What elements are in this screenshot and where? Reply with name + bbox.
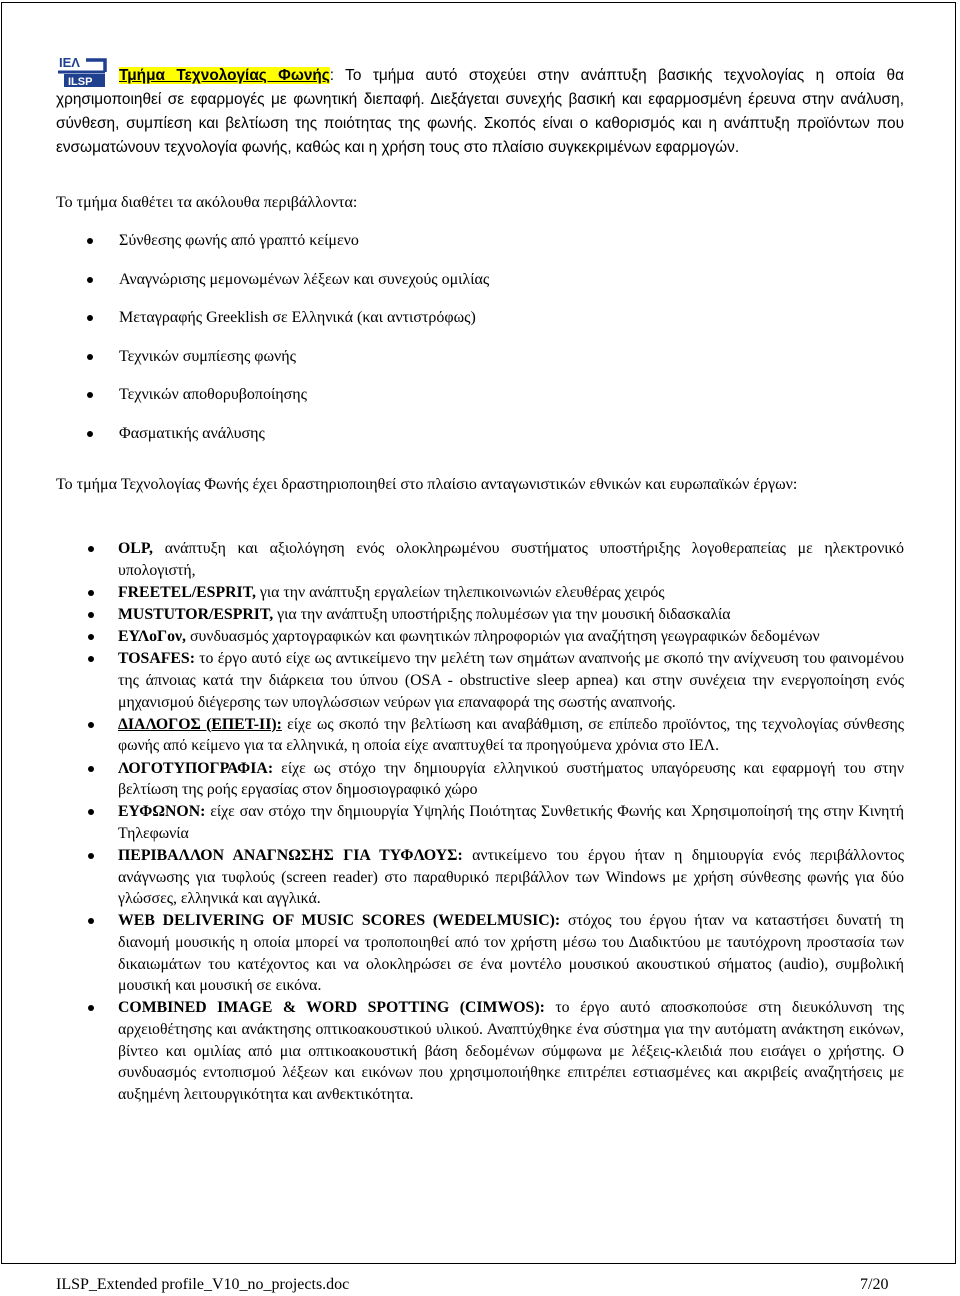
project-description: για την ανάπτυξη υποστήριξης πολυμέσων για την μουσική διδασκαλία [273,605,731,623]
list-item: Φασματικής ανάλυσης [56,423,904,462]
list-item [56,845,904,910]
list-item [56,538,904,581]
project-description: είχε σαν στόχο την δημιουργία Υψηλής Ποιότητας Συνθετικής Φωνής και Χρησιμοποίησή της στην Κινητή Τηλεφωνία [118,803,904,842]
project-name: ΠΕΡΙΒΑΛΛΟΝ ΑΝΑΓΝΩΣΗΣ ΓΙΑ ΤΥΦΛΟΥΣ: [118,847,463,865]
section-title: Τμήμα Τεχνολογίας Φωνής [119,67,330,84]
project-description: ανάπτυξη και αξιολόγηση ενός ολοκληρωμένου συστήματος υποστήριξης λογοθεραπείας με ηλεκτρονικό υπολογιστή, [118,540,904,579]
logo-text-top: ΙΕΛ [59,55,80,70]
list-item [56,714,904,757]
projects-list [56,538,904,1106]
list-item: Αναγνώρισης μεμονωμένων λέξεων και συνεχούς ομιλίας [56,269,904,308]
list-item [56,758,904,801]
project-description: είχε ως στόχο την δημιουργία ελληνικού συστήματος υπαγόρευσης και εφαρμογή του στην βελτίωση της ροής εργασίας στον δημοσιογραφικό χώρο [118,759,904,799]
intro-text: : Το τμήμα αυτό στοχεύει στην ανάπτυξη βασικής τεχνολογίας η οποία θα χρησιμοποιηθεί σε εφαρμογές με φωνητική διεπαφή. Διεξάγεται συνεχής βασική και εφαρμοσμένη έρευνα στην ανάλυση, σύνθεση, συμπίεση και βελτίωση της ποιότητας της φωνής. Σκοπός είναι ο καθορισμός και η ανάπτυξη προϊόντων που ενσωματώνουν τεχνολογία φωνής, καθώς και η χρήση τους στο πλαίσιο συγκεκριμένων εφαρμογών. [56,67,904,156]
project-description: το έργο αυτό είχε ως αντικείμενο την μελέτη των σημάτων αναπνοής με σκοπό την ανίχνευση του φαινομένου της άπνοιας κατά την διάρκεια του ύπνου (OSA - obstructive sleep apnea) και στην συνέχεια την ενεργοποίηση ενός μηχανισμού διέγερσης των υπογλώσσιων νεύρων για επαναφορά της σωστής αναπνοής. [118,650,904,711]
project-description: το έργο αυτό αποσκοπούσε στη διευκόλυνση της αρχειοθέτησης και ανάκτησης οπτικοακουστικού υλικού. Αναπτύχθηκε ένα σύστημα για την αυτόματη ανάκτηση εικόνων, βίντεο και ομιλίας από μια οπτικοακουστική βάση δεδομένων σύμφωνα με λέξεις-κλειδιά που εισάγει ο χρήστης. Ο συνδυασμός εντοπισμού λέξεων και εικόνων που χρησιμοποιήθηκε επιτρέπει εστιασμένες και ακριβείς αναζητήσεις με αυξημένη λειτουργικότητα και ανθεκτικότητα. [118,999,904,1103]
project-name: ΔΙΑΛΟΓΟΣ (ΕΠΕΤ-ΙΙ): [118,715,282,733]
environments-heading: Το τμήμα διαθέτει τα ακόλουθα περιβάλλοντα: [56,194,358,211]
footer-filename: ILSP_Extended profile_V10_no_projects.doc [56,1276,350,1293]
project-name: FREETEL/ESPRIT, [118,583,256,601]
footer-page-number: 7/20 [860,1276,889,1293]
project-description: συνδυασμός χαρτογραφικών και φωνητικών πληροφοριών για αναζήτηση γεωγραφικών δεδομένων [186,628,820,646]
project-name: MUSTUTOR/ESPRIT, [118,605,274,623]
project-name: WEB DELIVERING OF MUSIC SCORES (WEDELMUSIC): [118,912,561,930]
project-description: για την ανάπτυξη εργαλείων τηλεπικοινωνιών ελευθέρας χειρός [255,583,665,601]
project-name: TOSAFES: [118,650,195,668]
list-item: Μεταγραφής Greeklish σε Ελληνικά (και αντιστρόφως) [56,307,904,346]
list-item: Τεχνικών αποθορυβοποίησης [56,384,904,423]
project-description: στόχος του έργου ήταν να καταστήσει δυνατή τη διανομή μουσικής η οποία μπορεί να τροποποιηθεί από τον χρήστη μέσω του Διαδικτύου με ταυτόχρονη προστασία των δικαιωμάτων του κατέχοντος και να ολοκληρώσει σε ένα μοντέλο μουσικού ακουστικού σήματος (audio), συμβολική μουσική και μουσική σε εικόνα. [118,912,904,995]
list-item [56,604,904,626]
project-name: COMBINED IMAGE & WORD SPOTTING (CIMWOS): [118,999,545,1017]
environments-list [56,230,904,461]
projects-heading: Το τμήμα Τεχνολογίας Φωνής έχει δραστηριοποιηθεί στο πλαίσιο ανταγωνιστικών εθνικών και ευρωπαϊκών έργων: [56,476,798,493]
list-item [56,801,904,844]
list-item [56,648,904,713]
project-name: ΕΥΦΩΝΟΝ: [118,803,206,821]
list-item [56,997,904,1105]
project-description: αντικείμενο του έργου ήταν η δημιουργία ενός περιβάλλοντος ανάγνωσης για τυφλούς (screen reader) στο παραθυρικό περιβάλλον των Windows με χρήση σύνθεσης φωνής για δύο γλώσσες, ελληνικά και αγγλικά. [118,847,904,908]
list-item: Τεχνικών συμπίεσης φωνής [56,346,904,385]
list-item [56,910,904,996]
list-item: Σύνθεσης φωνής από γραπτό κείμενο [56,230,904,269]
project-name: ΛΟΓΟΤΥΠΟΓΡΑΦΙΑ: [118,759,274,777]
project-name: OLP, [118,540,153,557]
list-item [56,582,904,604]
list-item [56,626,904,648]
project-description: είχε ως σκοπό την βελτίωση και αναβάθμιση, σε επίπεδο προϊόντος, της τεχνολογίας σύνθεσης φωνής από κείμενο για τα ελληνικά, η οποία είχε αναπτυχθεί τα προηγούμενα χρόνια στο ΙΕΛ. [118,715,904,755]
logo-text-bottom: ILSP [68,76,93,88]
project-name: ΕΥΛοΓον, [118,628,187,646]
intro-paragraph [56,64,904,160]
